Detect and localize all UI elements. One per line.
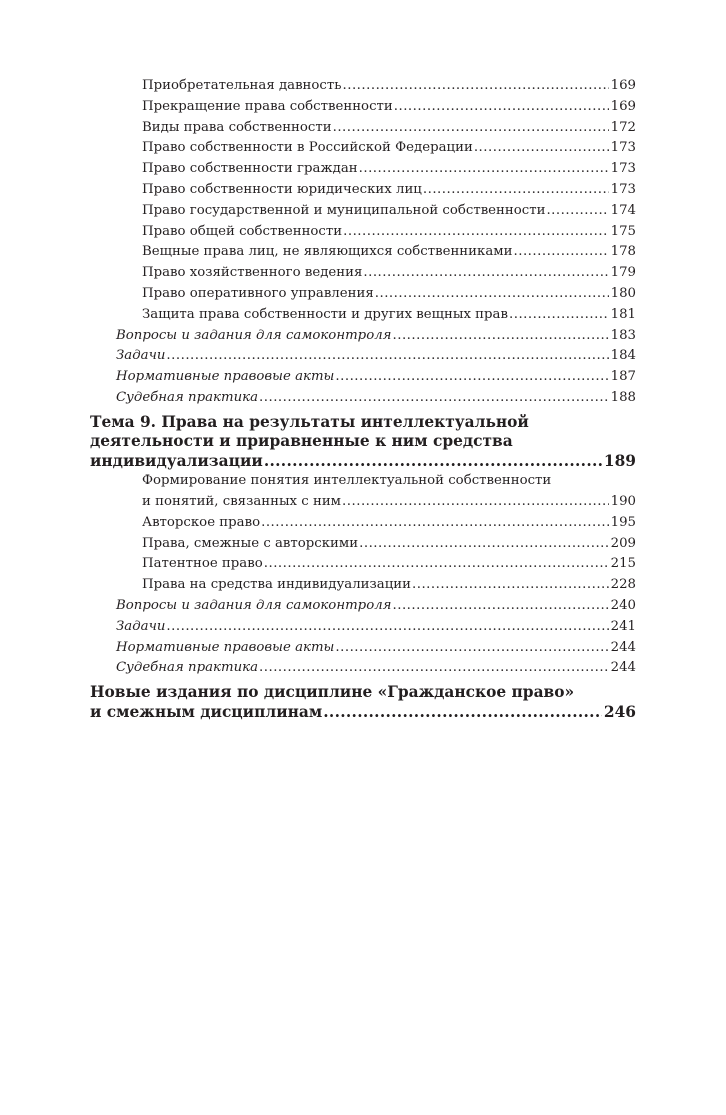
toc-entry-title: Прекращение права собственности — [142, 98, 393, 114]
toc-entry[interactable] — [90, 76, 636, 97]
toc-entry[interactable] — [90, 97, 636, 118]
toc-page-number: 190 — [610, 494, 636, 510]
toc-page-number: 173 — [610, 140, 636, 156]
toc-entry-title: Права, смежные с авторскими — [142, 535, 359, 551]
toc-entry[interactable] — [90, 346, 636, 367]
toc-entry-title: Нормативные правовые акты — [116, 639, 335, 655]
toc-entry-title: Вещные права лиц, не являющихся собственниками — [142, 244, 513, 260]
toc-chapter-title-line — [90, 703, 636, 723]
dot-leader — [412, 575, 609, 596]
toc-page-number: 246 — [603, 702, 636, 721]
toc-page-number: 173 — [610, 161, 636, 177]
dot-leader — [323, 703, 602, 723]
toc-page-number: 228 — [610, 577, 636, 593]
toc-entry[interactable] — [90, 471, 636, 513]
dot-leader — [343, 222, 609, 243]
toc-page-number: 179 — [610, 265, 636, 281]
toc-entry[interactable] — [90, 596, 636, 617]
toc-entry-title: Право собственности юридических лиц — [142, 181, 422, 197]
toc-entry-title: Вопросы и задания для самоконтроля — [116, 598, 392, 614]
toc-page-number: 209 — [610, 535, 636, 551]
toc-page-number: 175 — [610, 223, 636, 239]
toc-entry[interactable] — [90, 617, 636, 638]
toc-section-list — [90, 513, 636, 679]
toc-entry-title-line — [142, 492, 636, 513]
toc-entry[interactable] — [90, 388, 636, 409]
toc-page-number: 174 — [610, 202, 636, 218]
dot-leader — [423, 180, 609, 201]
dot-leader — [342, 492, 609, 513]
toc-page-number: 172 — [610, 119, 636, 135]
toc-entry[interactable] — [90, 201, 636, 222]
toc-page-number: 188 — [610, 389, 636, 405]
toc-entry-title: Авторское право — [142, 514, 261, 530]
dot-leader — [264, 452, 602, 472]
toc-entry[interactable] — [90, 242, 636, 263]
toc-entry-title: Судебная практика — [116, 389, 259, 405]
toc-entry-title: Право хозяйственного ведения — [142, 265, 363, 281]
dot-leader — [375, 284, 609, 305]
toc-chapter-title-end: и смежным дисциплинам — [90, 702, 323, 721]
toc-entry-title: Защита права собственности и других вещных прав — [142, 306, 508, 322]
dot-leader — [509, 305, 609, 326]
toc-entry[interactable] — [90, 180, 636, 201]
toc-entry[interactable] — [90, 575, 636, 596]
toc-page-number: 240 — [610, 598, 636, 614]
toc-page-number: 195 — [610, 514, 636, 530]
toc-chapter-new-editions[interactable] — [90, 683, 636, 722]
dot-leader — [259, 658, 609, 679]
dot-leader — [166, 617, 608, 638]
toc-entry-title: Право оперативного управления — [142, 285, 374, 301]
toc-entry-title: Право собственности граждан — [142, 161, 358, 177]
dot-leader — [546, 201, 608, 222]
toc-page-number: 215 — [610, 556, 636, 572]
toc-entry-title: Вопросы и задания для самоконтроля — [116, 327, 392, 343]
toc-entry[interactable] — [90, 222, 636, 243]
toc-entry-title: Патентное право — [142, 556, 263, 572]
toc-chapter-title-line: Новые издания по дисциплине «Гражданское право» — [90, 683, 575, 702]
toc-entry-title-end: и понятий, связанных с ним — [142, 494, 342, 510]
toc-page-number: 244 — [610, 660, 636, 676]
toc-entry[interactable] — [90, 263, 636, 284]
dot-leader — [394, 97, 609, 118]
toc-page-number: 181 — [610, 306, 636, 322]
toc-entry[interactable] — [90, 118, 636, 139]
toc-entry[interactable] — [90, 138, 636, 159]
toc-page-number: 178 — [610, 244, 636, 260]
dot-leader — [342, 76, 608, 97]
dot-leader — [333, 118, 609, 139]
toc-page-number: 169 — [610, 78, 636, 93]
toc-entry-title: Права на средства индивидуализации — [142, 577, 411, 593]
toc-section-list — [90, 76, 636, 409]
toc-entry-title: Нормативные правовые акты — [116, 369, 335, 385]
toc-entry[interactable] — [90, 326, 636, 347]
toc-chapter-title-line — [90, 452, 636, 472]
dot-leader — [474, 138, 609, 159]
toc-entry[interactable] — [90, 658, 636, 679]
toc-page-number: 183 — [610, 327, 636, 343]
toc-entry-title: Право собственности в Российской Федерации — [142, 140, 473, 156]
dot-leader — [259, 388, 609, 409]
toc-entry[interactable] — [90, 554, 636, 575]
toc-entry-title: Задачи — [116, 348, 166, 364]
toc-entry-title: Приобретательная давность — [142, 78, 342, 93]
toc-entry[interactable] — [90, 284, 636, 305]
toc-page-number: 241 — [610, 618, 636, 634]
toc-entry[interactable] — [90, 367, 636, 388]
dot-leader — [264, 554, 609, 575]
table-of-contents — [90, 76, 636, 722]
toc-entry[interactable] — [90, 513, 636, 534]
toc-chapter-title-line: Тема 9. Права на результаты интеллектуальной — [90, 412, 529, 431]
toc-entry-title-line: Формирование понятия интеллектуальной собственности — [142, 473, 552, 489]
dot-leader — [166, 346, 608, 367]
dot-leader — [392, 596, 608, 617]
toc-page-number: 180 — [610, 285, 636, 301]
toc-page-number: 187 — [610, 369, 636, 385]
dot-leader — [359, 159, 609, 180]
toc-entry-title: Право государственной и муниципальной собственности — [142, 202, 546, 218]
toc-chapter-9[interactable] — [90, 413, 636, 472]
dot-leader — [513, 242, 608, 263]
dot-leader — [335, 367, 608, 388]
toc-chapter-title-end: индивидуализации — [90, 451, 263, 470]
toc-entry[interactable] — [90, 159, 636, 180]
dot-leader — [261, 513, 609, 534]
toc-entry-title: Право общей собственности — [142, 223, 343, 239]
toc-page-number: 169 — [610, 98, 636, 114]
toc-chapter-title-line: деятельности и приравненные к ним средства — [90, 432, 513, 451]
toc-entry[interactable] — [90, 534, 636, 555]
dot-leader — [392, 326, 608, 347]
dot-leader — [363, 263, 608, 284]
toc-page-number: 184 — [610, 348, 636, 364]
toc-entry-title: Виды права собственности — [142, 119, 332, 135]
toc-entry-title: Задачи — [116, 618, 166, 634]
toc-page-number: 173 — [610, 181, 636, 197]
dot-leader — [359, 534, 608, 555]
toc-entry-title: Судебная практика — [116, 660, 259, 676]
dot-leader — [335, 638, 608, 659]
toc-page-number: 244 — [610, 639, 636, 655]
toc-entry[interactable] — [90, 305, 636, 326]
toc-entry[interactable] — [90, 638, 636, 659]
toc-page-number: 189 — [603, 451, 636, 470]
